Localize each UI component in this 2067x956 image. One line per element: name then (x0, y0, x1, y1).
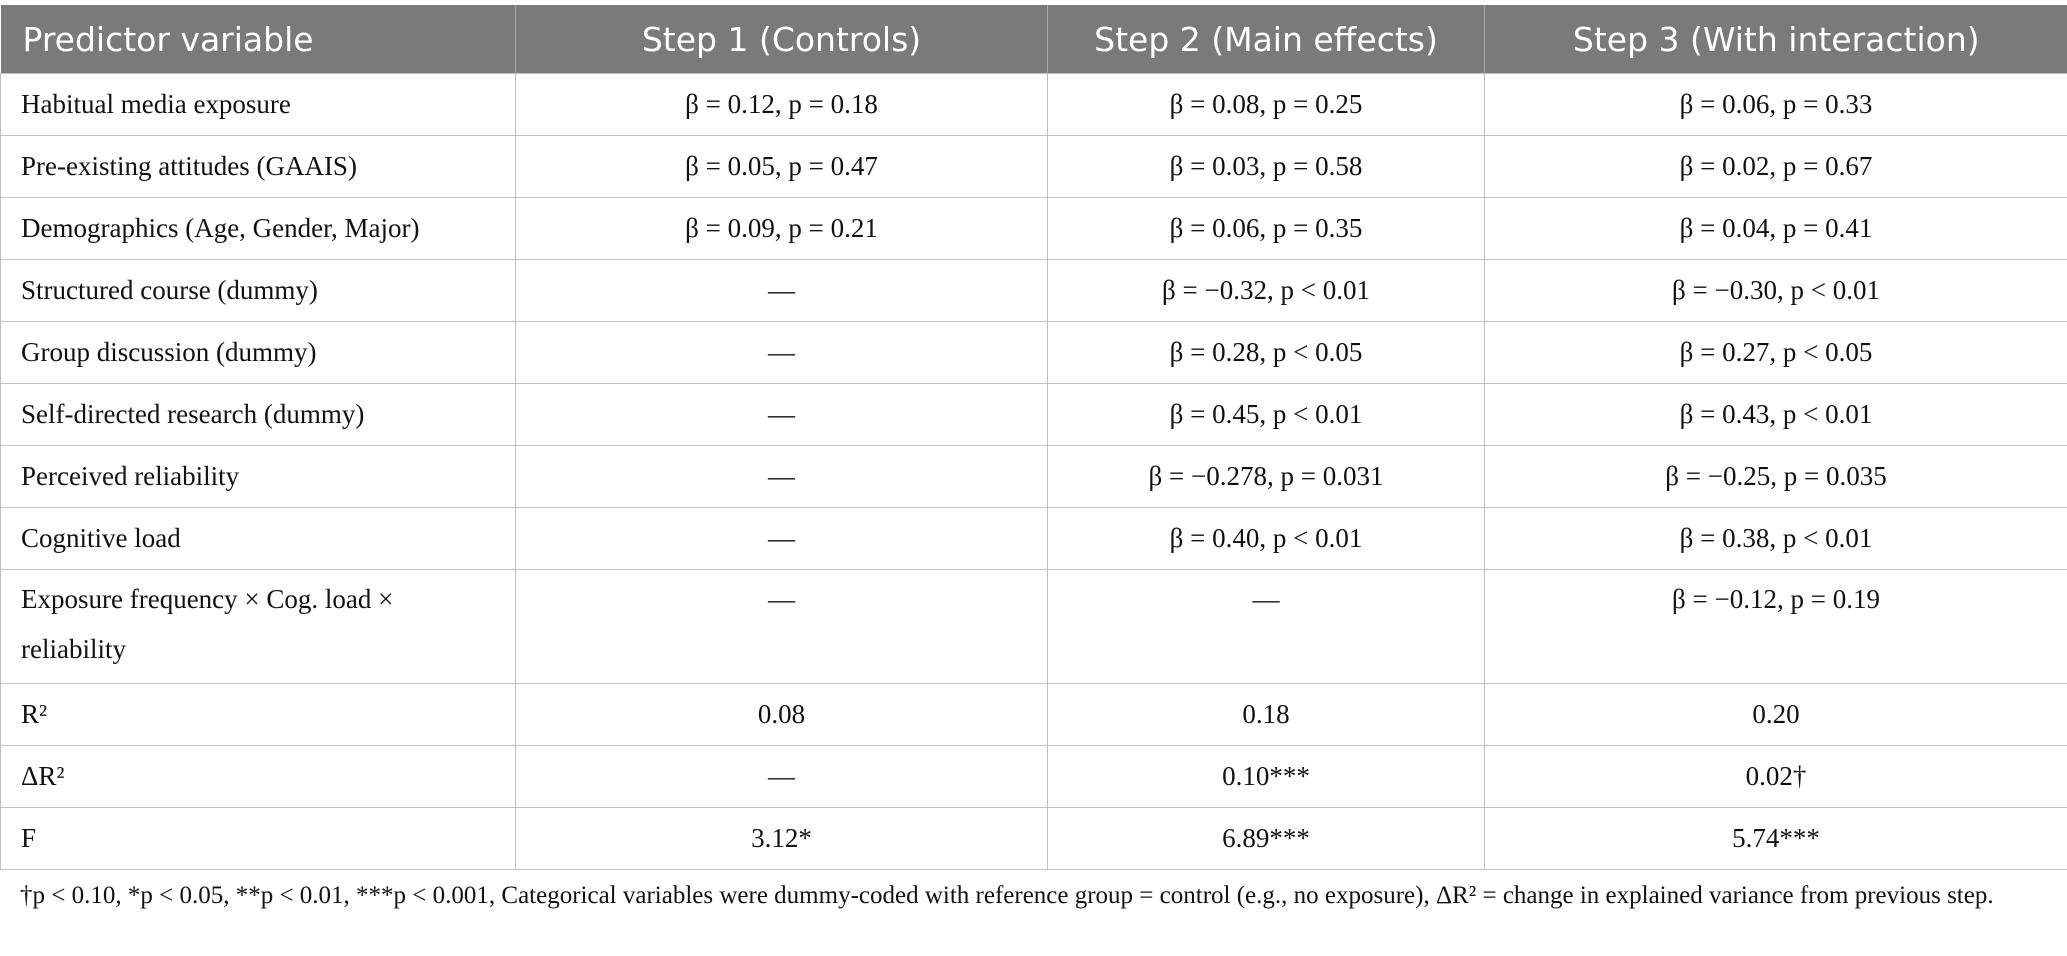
table-cell: 0.10*** (1048, 746, 1485, 808)
table-cell: — (516, 570, 1048, 684)
table-cell: β = 0.02, p = 0.67 (1485, 136, 2067, 198)
row-label: Perceived reliability (1, 446, 516, 508)
table-row (1, 570, 2067, 684)
table-cell: 6.89*** (1048, 808, 1485, 870)
table-cell: — (516, 384, 1048, 446)
table-cell: β = 0.12, p = 0.18 (516, 74, 1048, 136)
table-cell: — (1048, 570, 1485, 684)
column-header: Predictor variable (1, 5, 516, 74)
table-cell: β = 0.45, p < 0.01 (1048, 384, 1485, 446)
table-cell: β = 0.43, p < 0.01 (1485, 384, 2067, 446)
table-cell: β = −0.25, p = 0.035 (1485, 446, 2067, 508)
table-cell: β = 0.08, p = 0.25 (1048, 74, 1485, 136)
row-label: Demographics (Age, Gender, Major) (1, 198, 516, 260)
table-cell: 0.20 (1485, 684, 2067, 746)
table-cell: — (516, 446, 1048, 508)
row-label: ΔR² (1, 746, 516, 808)
column-header: Step 1 (Controls) (516, 5, 1048, 74)
table-cell: β = 0.04, p = 0.41 (1485, 198, 2067, 260)
table-row (1, 384, 2067, 446)
table-cell: β = 0.05, p = 0.47 (516, 136, 1048, 198)
table-header-row (1, 5, 2067, 74)
table-row (1, 508, 2067, 570)
row-label: Pre-existing attitudes (GAAIS) (1, 136, 516, 198)
table-cell: 3.12* (516, 808, 1048, 870)
table-cell: 5.74*** (1485, 808, 2067, 870)
column-header: Step 3 (With interaction) (1485, 5, 2067, 74)
table-cell: β = −0.12, p = 0.19 (1485, 570, 2067, 684)
table-row (1, 746, 2067, 808)
row-label: Group discussion (dummy) (1, 322, 516, 384)
table-cell: 0.02† (1485, 746, 2067, 808)
table-cell: β = 0.06, p = 0.33 (1485, 74, 2067, 136)
row-label: Structured course (dummy) (1, 260, 516, 322)
table-row (1, 260, 2067, 322)
table-cell: — (516, 322, 1048, 384)
table-cell: β = 0.40, p < 0.01 (1048, 508, 1485, 570)
table-cell: 0.18 (1048, 684, 1485, 746)
column-header: Step 2 (Main effects) (1048, 5, 1485, 74)
table-cell: β = 0.06, p = 0.35 (1048, 198, 1485, 260)
table-cell: β = 0.03, p = 0.58 (1048, 136, 1485, 198)
row-label: F (1, 808, 516, 870)
table-row (1, 322, 2067, 384)
table-row (1, 808, 2067, 870)
regression-table (0, 5, 2067, 870)
row-label: Exposure frequency × Cog. load × reliability (1, 570, 516, 684)
row-label: R² (1, 684, 516, 746)
table-row (1, 198, 2067, 260)
table-row (1, 684, 2067, 746)
table-cell: — (516, 508, 1048, 570)
table-row (1, 74, 2067, 136)
table-cell: — (516, 746, 1048, 808)
table-cell: β = 0.28, p < 0.05 (1048, 322, 1485, 384)
table-row (1, 136, 2067, 198)
table-cell: β = 0.27, p < 0.05 (1485, 322, 2067, 384)
row-label: Self-directed research (dummy) (1, 384, 516, 446)
table-cell: β = −0.32, p < 0.01 (1048, 260, 1485, 322)
row-label: Cognitive load (1, 508, 516, 570)
table-row (1, 446, 2067, 508)
row-label: Habitual media exposure (1, 74, 516, 136)
table-footnote: †p < 0.10, *p < 0.05, **p < 0.01, ***p < 0.001, Categorical variables were dummy-coded with reference group = control (e.g., no exposure), ΔR² = change in explained variance from previous step. (20, 882, 1994, 909)
table-cell: β = 0.09, p = 0.21 (516, 198, 1048, 260)
table-cell: — (516, 260, 1048, 322)
table-cell: 0.08 (516, 684, 1048, 746)
table-cell: β = −0.30, p < 0.01 (1485, 260, 2067, 322)
table-cell: β = −0.278, p = 0.031 (1048, 446, 1485, 508)
table-cell: β = 0.38, p < 0.01 (1485, 508, 2067, 570)
regression-table-container (0, 5, 2067, 870)
